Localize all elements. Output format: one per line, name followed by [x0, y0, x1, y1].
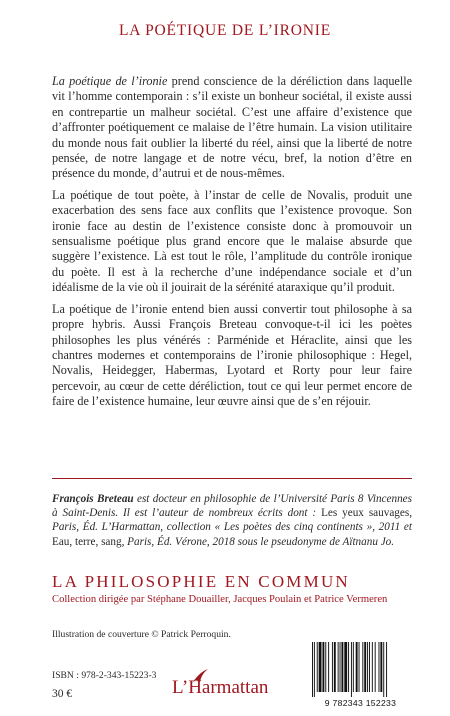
- book-title-inline: La poétique de l’ironie: [52, 74, 168, 88]
- collection-title: LA PHILOSOPHIE EN COMMUN: [52, 572, 350, 591]
- publisher-name: L’Harmattan: [172, 677, 269, 698]
- price: 30 €: [52, 688, 73, 700]
- barcode-digits: 9 782343 152233: [324, 698, 397, 708]
- author-name: François Breteau: [52, 493, 134, 505]
- blurb-paragraph-3: La poétique de l’ironie entend bien aussi convertir tout philosophe à sa propre hybris. Aussi François Breteau convoque-t-il ici les poètes philosophes les plus vénérés : Parménide et Héraclite, ainsi que les chantres modernes et contemporains de l’ironie philosophique : Hegel, Novalis, Heidegger, Habermas, Lyotard et Rorty pour leur faire percevoir, au cœur de cette déréliction, tout ce qui leur permet encore de faire de l’existence humaine, leur œuvre ainsi que de s’en réjouir.: [52, 301, 412, 409]
- publisher-logo: [172, 668, 284, 708]
- author-bio-text-3: , Paris, Éd. Vérone, 2018 sous le pseudonyme de Aïtnanu Jo.: [121, 535, 395, 548]
- illustration-credit: Illustration de couverture © Patrick Perroquin.: [52, 629, 231, 640]
- blurb-paragraph-1-text: prend conscience de la déréliction dans laquelle vit l’homme contemporain : s’il existe un bonheur sociétal, il existe aussi en contrepartie un malheur sociétal. C’est une affaire d’existence que d’affronter poétiquement ce malaise de l’être humain. La vision utilitaire du monde nous fait oublier la liberté du réel, ainsi que la liberté de notre pensée, de notre langage et de notre vécu, bref, la notion d’être en présence du monde, d’autrui et de nous-mêmes.: [52, 74, 413, 181]
- collection-block: [52, 572, 412, 605]
- blurb-paragraph-1: [52, 74, 412, 182]
- author-bio-text-1: est docteur en philosophie de l’Université Paris 8 Vincennes à Saint-Denis. Il est l’auteur de nombreux écrits dont :: [52, 493, 412, 520]
- blurb: [52, 74, 412, 410]
- author-book-2: Eau, terre, sang: [52, 535, 122, 548]
- author-book-1: Les yeux sauvages: [321, 507, 410, 520]
- divider-line: [52, 478, 412, 479]
- page-title: LA POÉTIQUE DE L’IRONIE: [119, 22, 331, 39]
- barcode: [308, 642, 413, 708]
- author-bio: [52, 492, 412, 549]
- isbn: ISBN : 978-2-343-15223-3: [52, 670, 157, 681]
- blurb-paragraph-2: La poétique de tout poète, à l’instar de celle de Novalis, produit une exacerbation des sens face aux conflits que l’existence provoque. Son ironie face au destin de l’existence consiste donc à promouvoir un sensualisme poétique plus grand encore que le malaise absurde que suggère l’existence. Là est tout le rôle, l’amplitude du contrôle ironique du poète. Il est à la recherche d’une indépendance sociale et d’un idéalisme de la vie où il jouirait de la sérénité ataraxique qu’il produit.: [52, 187, 412, 295]
- author-bio-text-2: , Paris, Éd. L’Harmattan, collection « Les poètes des cinq continents », 2011 et: [52, 507, 412, 534]
- barcode-bars: [308, 642, 413, 697]
- collection-subtitle: Collection dirigée par Stéphane Douailler, Jacques Poulain et Patrice Vermeren: [52, 594, 388, 605]
